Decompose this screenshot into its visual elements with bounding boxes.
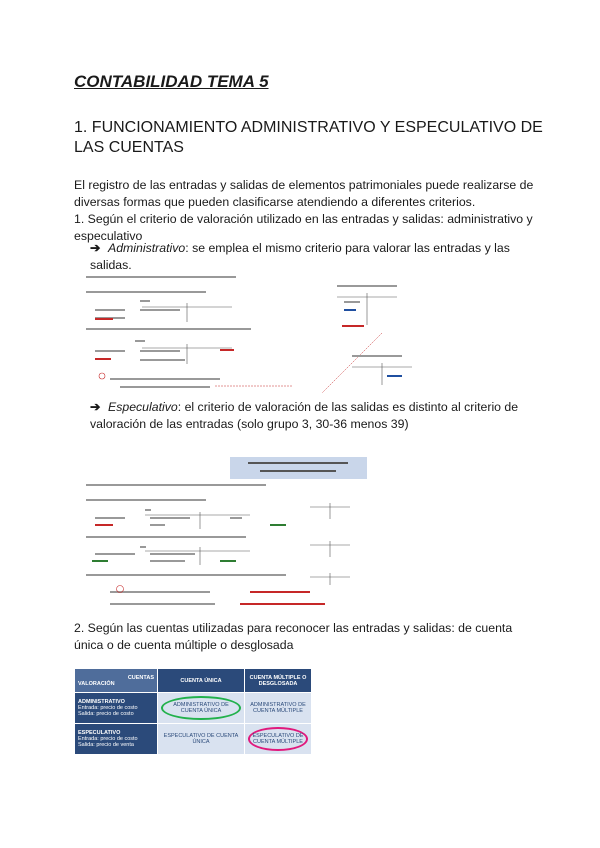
- col-header-unica: CUENTA ÚNICA: [158, 669, 245, 693]
- cell-text: ADMINISTRATIVO DE CUENTA ÚNICA: [173, 702, 229, 714]
- col-header-multiple: CUENTA MÚLTIPLE O DESGLOSADA: [245, 669, 312, 693]
- row-label-title: ESPECULATIVO: [78, 730, 121, 736]
- point-1-text: 1. Según el criterio de valoración utilizado en las entradas y salidas: administrativo y especulativo: [74, 212, 533, 243]
- row-label-administrativo: [75, 693, 158, 724]
- cell-admin-unica: [158, 693, 245, 724]
- row-label-line: Entrada: precio de costo: [78, 705, 138, 711]
- section-title: 1. FUNCIONAMIENTO ADMINISTRATIVO Y ESPECULATIVO DE LAS CUENTAS: [74, 119, 543, 156]
- example-figure-accounts: [292, 285, 427, 393]
- example-image-administrativo: [80, 272, 292, 392]
- bullet-term: Administrativo: [108, 241, 186, 255]
- bullet-term: Especulativo: [108, 400, 178, 414]
- example-figure: [80, 272, 292, 392]
- bullet-text: : se emplea el mismo criterio para valorar las entradas y las salidas.: [90, 241, 510, 272]
- cell-text: ESPECULATIVO DE CUENTA MÚLTIPLE: [252, 733, 304, 745]
- bullet-administrativo: [90, 240, 536, 274]
- arrow-right-icon: ➔: [90, 241, 101, 255]
- green-highlight-ellipse: [161, 696, 241, 720]
- row-label-line: Salida: precio de venta: [78, 742, 134, 748]
- example-image-especulativo: [80, 457, 367, 610]
- table-corner-header: [75, 669, 158, 693]
- example-figure-especulativo: [80, 457, 367, 610]
- point-2-text: 2. Según las cuentas utilizadas para reconocer las entradas y salidas: de cuenta única o de cuenta múltiple o desglosada: [74, 621, 513, 652]
- doc-title: CONTABILIDAD TEMA 5: [74, 72, 269, 91]
- pink-highlight-ellipse: [248, 727, 308, 751]
- bullet-especulativo: [90, 399, 536, 433]
- row-label-line: Entrada: precio de costo: [78, 736, 138, 742]
- intro-paragraph: El registro de las entradas y salidas de elementos patrimoniales puede realizarse de diversas formas que pueden clasificarse atendiendo a diferentes criterios.: [74, 178, 534, 209]
- cell-admin-multiple: ADMINISTRATIVO DE CUENTA MÚLTIPLE: [245, 693, 312, 724]
- row-label-title: ADMINISTRATIVO: [78, 699, 125, 705]
- bullet-text: : el criterio de valoración de las salidas es distinto al criterio de valoración de las entradas (solo grupo 3, 30-36 menos 39): [90, 400, 519, 431]
- cell-espec-unica: ESPECULATIVO DE CUENTA ÚNICA: [158, 724, 245, 755]
- arrow-right-icon: ➔: [90, 400, 101, 414]
- example-image-administrativo-accounts: [292, 285, 427, 393]
- row-label-line: Salida: precio de costo: [78, 711, 134, 717]
- row-label-especulativo: [75, 724, 158, 755]
- cell-espec-multiple: [245, 724, 312, 755]
- corner-top-label: CUENTAS: [127, 674, 154, 681]
- corner-bottom-label: VALORACIÓN: [78, 680, 115, 687]
- valuation-table: [74, 668, 312, 754]
